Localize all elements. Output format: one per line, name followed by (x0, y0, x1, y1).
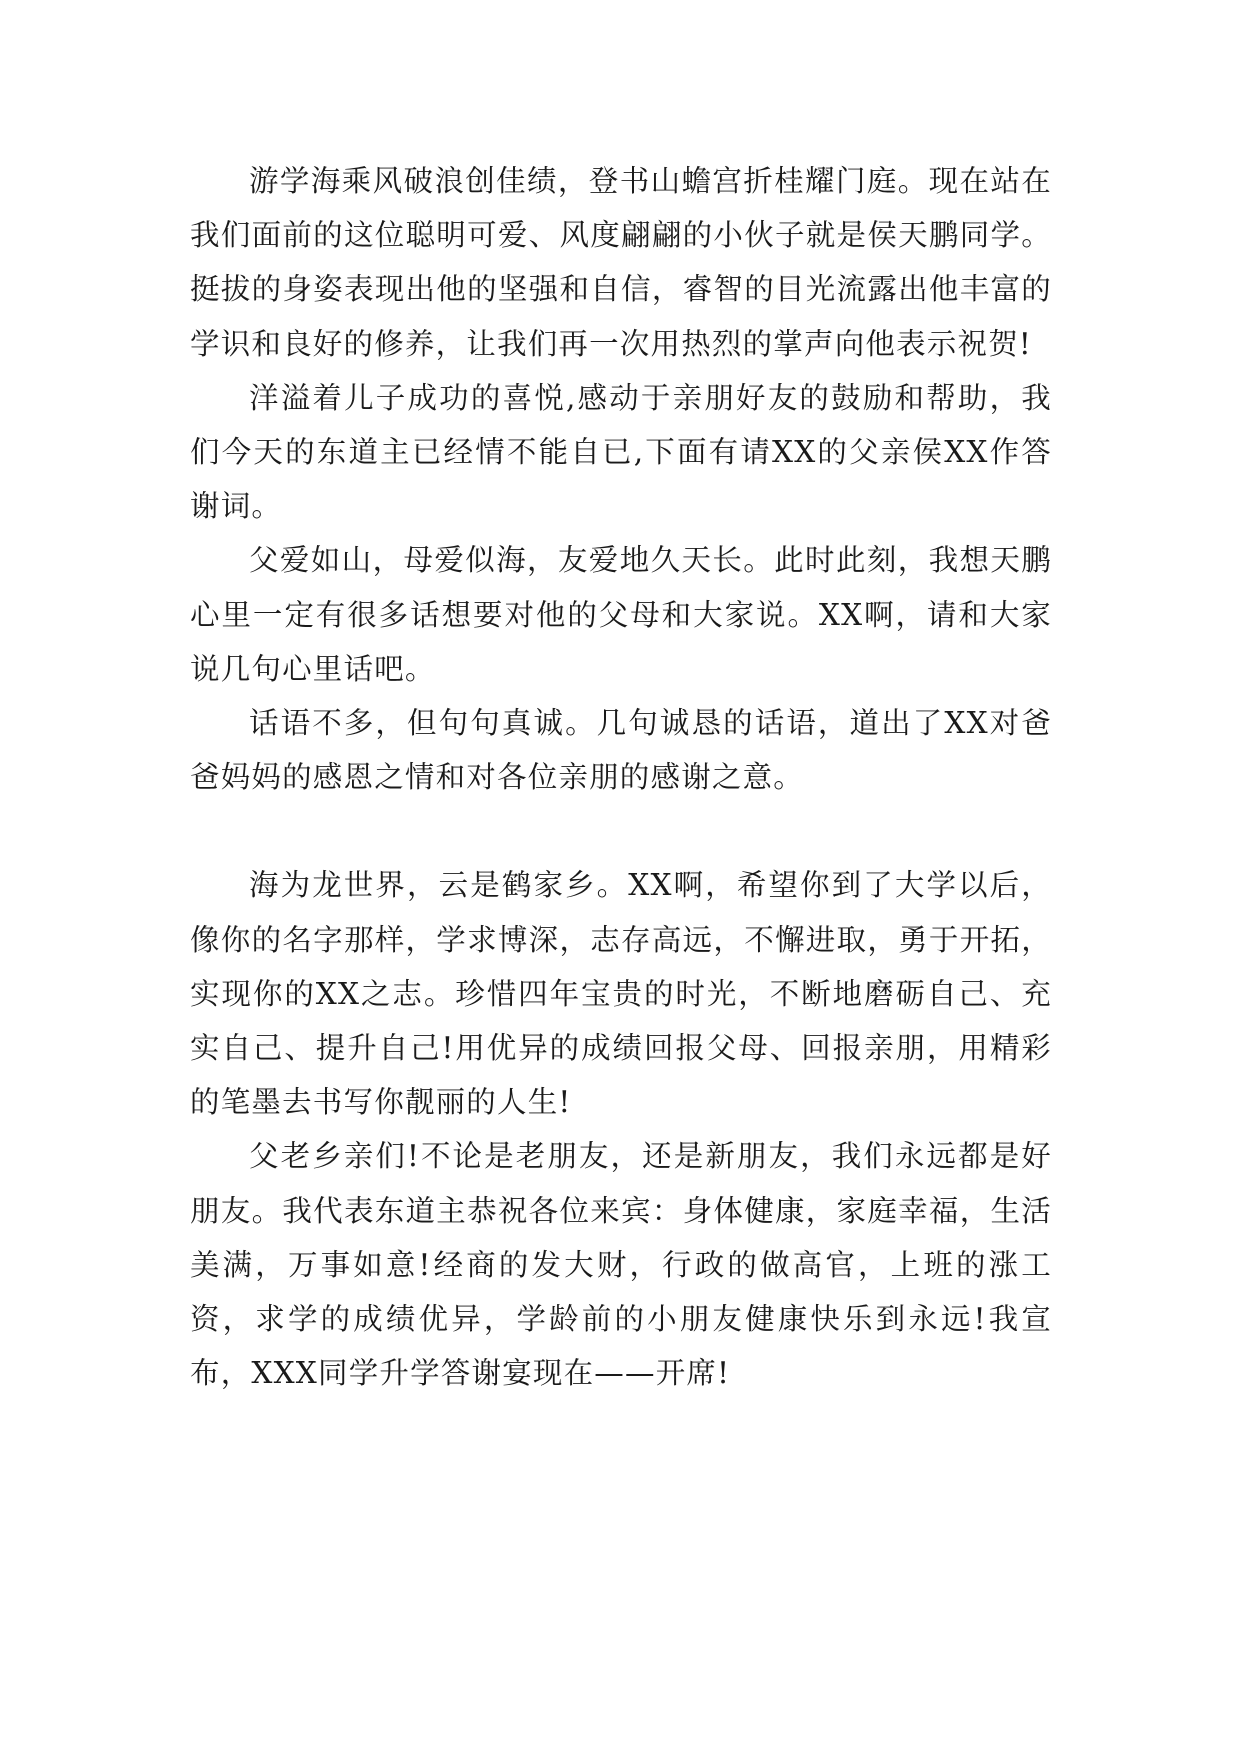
paragraph-gap (190, 804, 1052, 858)
paragraph-1: 游学海乘风破浪创佳绩，登书山蟾宫折桂耀门庭。现在站在我们面前的这位聪明可爱、风度翩翩的小伙子就是侯天鹏同学。挺拔的身姿表现出他的坚强和自信，睿智的目光流露出他丰富的学识和良好的修养，让我们再一次用热烈的掌声向他表示祝贺! (190, 164, 1052, 361)
paragraph-3: 父爱如山，母爱似海，友爱地久天长。此时此刻，我想天鹏心里一定有很多话想要对他的父母和大家说。XX啊，请和大家说几句心里话吧。 (190, 543, 1052, 686)
paragraph-2: 洋溢着儿子成功的喜悦,感动于亲朋好友的鼓励和帮助，我们今天的东道主已经情不能自已,下面有请XX的父亲侯XX作答谢词。 (190, 380, 1052, 524)
document-body (190, 154, 1052, 1400)
paragraph-5: 海为龙世界，云是鹤家乡。XX啊，希望你到了大学以后，像你的名字那样，学求博深，志存高远，不懈进取，勇于开拓，实现你的XX之志。珍惜四年宝贵的时光，不断地磨砺自己、充实自己、提升自己!用优异的成绩回报父母、回报亲朋，用精彩的笔墨去书写你靓丽的人生! (190, 868, 1052, 1120)
paragraph-6: 父老乡亲们!不论是老朋友，还是新朋友，我们永远都是好朋友。我代表东道主恭祝各位来宾：身体健康，家庭幸福，生活美满，万事如意!经商的发大财，行政的做高官，上班的涨工资，求学的成绩优异，学龄前的小朋友健康快乐到永远!我宣布，XXX同学升学答谢宴现在——开席! (190, 1139, 1052, 1391)
paragraph-4: 话语不多，但句句真诚。几句诚恳的话语，道出了XX对爸爸妈妈的感恩之情和对各位亲朋的感谢之意。 (190, 706, 1052, 795)
